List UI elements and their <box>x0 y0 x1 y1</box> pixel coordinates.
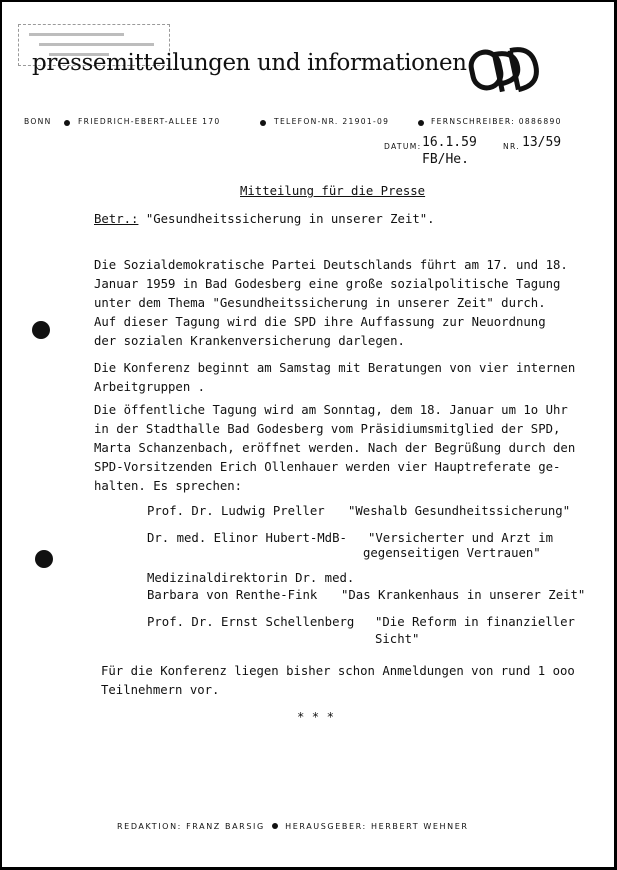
closing-line-1: Für die Konferenz liegen bisher schon Anmeldungen von rund 1 ooo <box>101 664 575 678</box>
address-phone: TELEFON-NR. 21901-09 <box>274 117 390 126</box>
footer-publisher: HERAUSGEBER: HERBERT WEHNER <box>285 822 469 831</box>
paragraph-3-line-3: Marta Schanzenbach, eröffnet werden. Nach der Begrüßung durch den <box>94 441 576 455</box>
speaker-2-topic-line-2: gegenseitigen Vertrauen" <box>363 546 541 560</box>
paragraph-1-line-5: der sozialen Krankenversicherung darlegen. <box>94 334 405 348</box>
address-street: FRIEDRICH-EBERT-ALLEE 170 <box>78 117 221 126</box>
spd-logo <box>468 40 540 98</box>
speaker-3-name-line-2: Barbara von Renthe-Fink <box>147 588 318 602</box>
date-label: DATUM: <box>384 142 422 151</box>
speaker-2-name: Dr. med. Elinor Hubert-MdB- <box>147 531 347 545</box>
speaker-4-topic-line-2: Sicht" <box>375 632 420 646</box>
speaker-4-topic-line-1: "Die Reform in finanzieller <box>375 615 575 629</box>
speaker-1-name: Prof. Dr. Ludwig Preller <box>147 504 325 518</box>
speaker-4-name: Prof. Dr. Ernst Schellenberg <box>147 615 355 629</box>
punch-hole <box>32 321 50 339</box>
footer-editor: REDAKTION: FRANZ BARSIG <box>117 822 265 831</box>
paragraph-1-line-4: Auf dieser Tagung wird die SPD ihre Auffassung zur Neuordnung <box>94 315 546 329</box>
paragraph-1-line-1: Die Sozialdemokratische Partei Deutschlands führt am 17. und 18. <box>94 258 568 272</box>
bullet-dot <box>272 823 278 829</box>
bullet-dot <box>418 120 424 126</box>
end-marker: * * * <box>297 710 335 724</box>
paragraph-2-line-2: Arbeitgruppen . <box>94 380 206 394</box>
number-value: 13/59 <box>522 135 562 150</box>
bullet-dot <box>64 120 70 126</box>
closing-line-2: Teilnehmern vor. <box>101 683 220 697</box>
subject-text: "Gesundheitssicherung in unserer Zeit". <box>138 212 435 226</box>
punch-hole <box>35 550 53 568</box>
bullet-dot <box>260 120 266 126</box>
paragraph-3-line-1: Die öffentliche Tagung wird am Sonntag, dem 18. Januar um 1o Uhr <box>94 403 568 417</box>
subject-label: Betr.: <box>94 212 139 226</box>
footer-credits <box>117 822 469 831</box>
number-label: NR. <box>503 142 520 151</box>
speaker-2-topic-line-1: "Versicherter und Arzt im <box>368 531 554 545</box>
paragraph-1-line-3: unter dem Thema "Gesundheitssicherung in unserer Zeit" durch. <box>94 296 546 310</box>
document-page <box>2 2 614 867</box>
date-value: 16.1.59 <box>422 135 477 150</box>
speaker-3-topic: "Das Krankenhaus in unserer Zeit" <box>341 588 586 602</box>
address-telex: FERNSCHREIBER: 0886890 <box>431 117 562 126</box>
paragraph-1-line-2: Januar 1959 in Bad Godesberg eine große sozialpolitische Tagung <box>94 277 561 291</box>
speaker-3-name-line-1: Medizinaldirektorin Dr. med. <box>147 571 355 585</box>
paragraph-3-line-5: halten. Es sprechen: <box>94 479 243 493</box>
speaker-1-topic: "Weshalb Gesundheitssicherung" <box>348 504 571 518</box>
document-heading: Mitteilung für die Presse <box>240 184 426 198</box>
initials: FB/He. <box>422 152 469 167</box>
paragraph-2-line-1: Die Konferenz beginnt am Samstag mit Beratungen von vier internen <box>94 361 576 375</box>
paragraph-3-line-4: SPD-Vorsitzenden Erich Ollenhauer werden vier Hauptreferate ge- <box>94 460 561 474</box>
subject-line <box>94 212 435 226</box>
paragraph-3-line-2: in der Stadthalle Bad Godesberg vom Präsidiumsmitglied der SPD, <box>94 422 561 436</box>
address-city: BONN <box>24 117 52 126</box>
masthead-title: pressemitteilungen und informationen <box>32 50 467 76</box>
